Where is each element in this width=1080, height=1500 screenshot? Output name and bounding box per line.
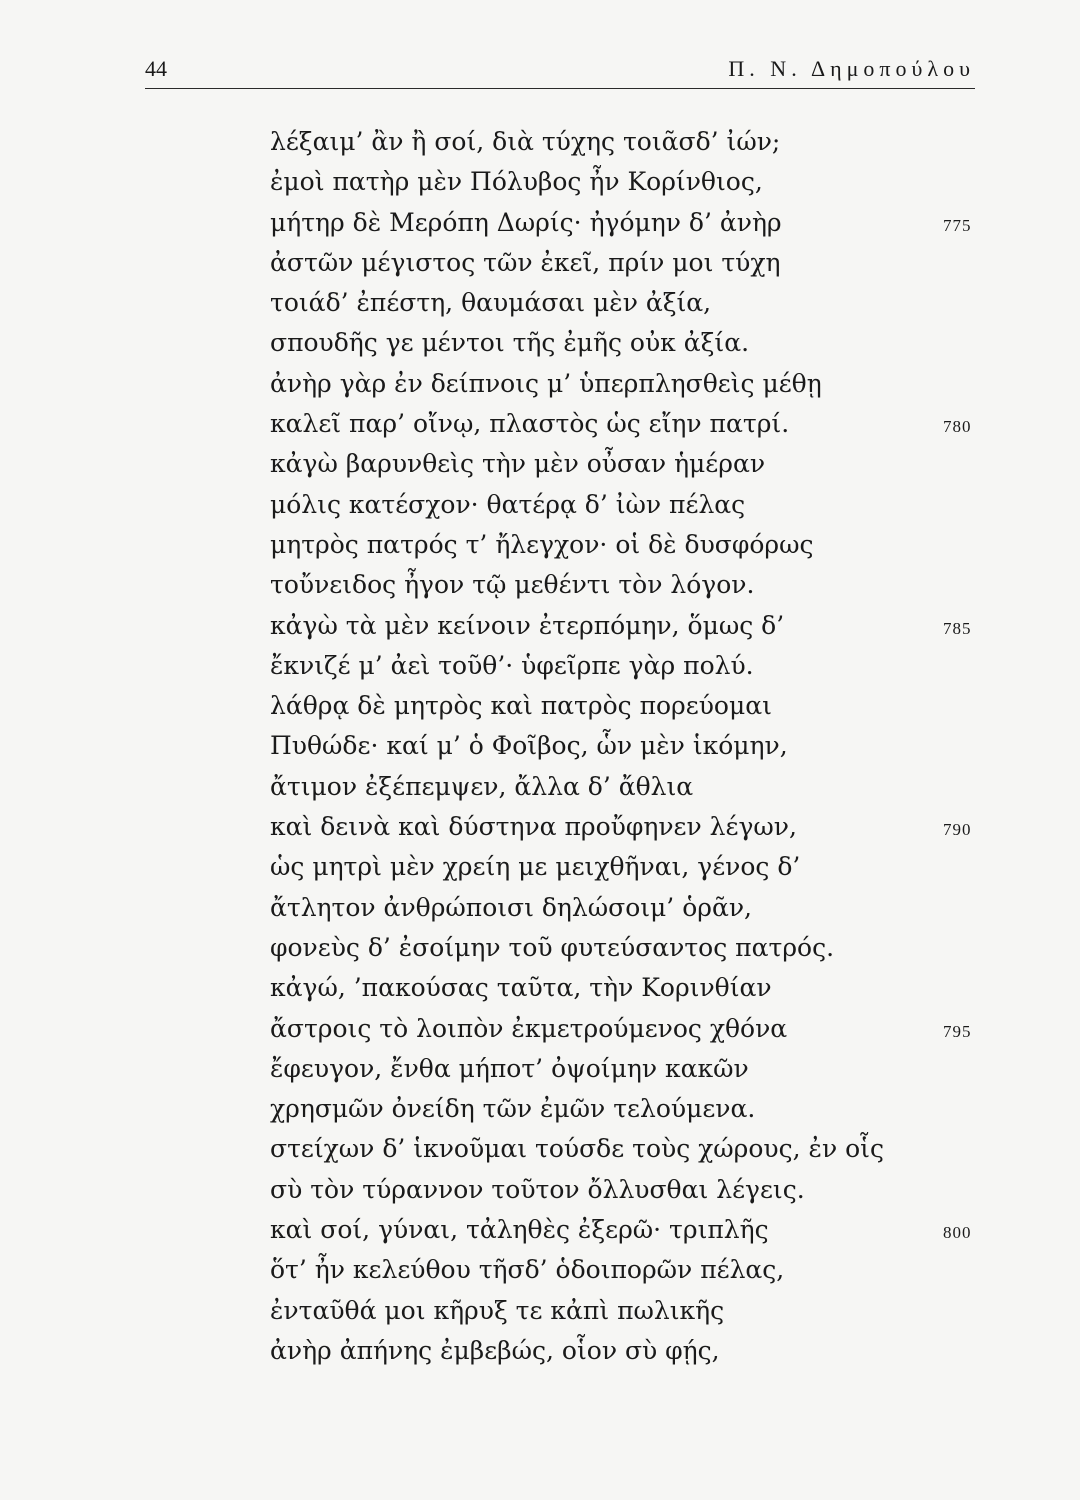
verse-text: ἄστροις τὸ λοιπὸν ἐκμετρούμενος χθόνα: [270, 1013, 788, 1043]
line-number: 790: [943, 820, 972, 840]
header-rule: [145, 88, 975, 89]
verse-line: [270, 1170, 970, 1210]
verse-text: φονεὺς δ’ ἐσοίμην τοῦ φυτεύσαντος πατρός.: [270, 932, 835, 962]
verse-text: ἀνὴρ γὰρ ἐν δείπνοις μ’ ὑπερπλησθεὶς μέθῃ: [270, 368, 822, 398]
verse-line: [270, 1210, 970, 1250]
verse-line: [270, 243, 970, 283]
verse-line: [270, 323, 970, 363]
verse-line: [270, 485, 970, 525]
verse-line: [270, 646, 970, 686]
verse-line: [270, 1049, 970, 1089]
verse-line: [270, 1291, 970, 1331]
verse-line: [270, 1129, 970, 1169]
line-number: 785: [943, 618, 972, 638]
verse-line: [270, 444, 970, 484]
verse-line: [270, 847, 970, 887]
verse-line: [270, 767, 970, 807]
verse-text: ὅτ’ ἦν κελεύθου τῆσδ’ ὁδοιπορῶν πέλας,: [270, 1255, 785, 1285]
verse-block: [270, 122, 970, 1371]
verse-text: στείχων δ’ ἱκνοῦμαι τούσδε τοὺς χώρους, ἐν οἷς: [270, 1134, 884, 1164]
verse-text: κἀγὼ τὰ μὲν κείνοιν ἐτερπόμην, ὅμως δ’: [270, 610, 785, 640]
running-head: [145, 56, 975, 86]
verse-text: ἔκνιζέ μ’ ἀεὶ τοῦθ’· ὑφεῖρπε γὰρ πολύ.: [270, 650, 754, 680]
verse-text: καὶ σοί, γύναι, τἀληθὲς ἐξερῶ· τριπλῆς: [270, 1215, 769, 1245]
verse-line: [270, 968, 970, 1008]
line-number: 775: [943, 215, 972, 235]
verse-text: μητρὸς πατρός τ’ ἤλεγχον· οἱ δὲ δυσφόρως: [270, 529, 814, 559]
verse-line: [270, 888, 970, 928]
verse-text: ἐνταῦθά μοι κῆρυξ τε κἀπὶ πωλικῆς: [270, 1295, 725, 1325]
verse-text: λέξαιμ’ ἂν ἢ σοί, διὰ τύχης τοιᾶσδ’ ἰών;: [270, 127, 781, 156]
verse-text: χρησμῶν ὀνείδη τῶν ἐμῶν τελούμενα.: [270, 1094, 756, 1124]
verse-line: [270, 928, 970, 968]
verse-line: [270, 283, 970, 323]
verse-text: ἐμοὶ πατὴρ μὲν Πόλυβος ἦν Κορίνθιος,: [270, 167, 763, 197]
verse-text: ἄτλητον ἀνθρώποισι δηλώσοιμ’ ὁρᾶν,: [270, 892, 752, 922]
verse-line: [270, 565, 970, 605]
verse-line: [270, 1331, 970, 1371]
line-number: 795: [943, 1021, 972, 1041]
verse-text: Πυθώδε· καί μ’ ὁ Φοῖβος, ὧν μὲν ἱκόμην,: [270, 731, 788, 761]
verse-line: [270, 122, 970, 162]
verse-text: ἔφευγον, ἔνθα μήποτ’ ὀψοίμην κακῶν: [270, 1053, 749, 1083]
verse-text: ἀστῶν μέγιστος τῶν ἐκεῖ, πρίν μοι τύχη: [270, 247, 781, 277]
verse-text: λάθρᾳ δὲ μητρὸς καὶ πατρὸς πορεύομαι: [270, 691, 772, 721]
verse-text: καλεῖ παρ’ οἴνῳ, πλαστὸς ὡς εἴην πατρί.: [270, 409, 790, 439]
verse-line: [270, 404, 970, 444]
page-number: 44: [145, 56, 167, 81]
verse-text: ἄτιμον ἐξέπεμψεν, ἄλλα δ’ ἄθλια: [270, 771, 694, 801]
author-header: Π. Ν. Δημοπούλου: [728, 56, 975, 81]
verse-line: [270, 162, 970, 202]
verse-text: σπουδῆς γε μέντοι τῆς ἐμῆς οὐκ ἀξία.: [270, 328, 750, 358]
verse-text: σὺ τὸν τύραννον τοῦτον ὄλλυσθαι λέγεις.: [270, 1174, 805, 1204]
verse-text: μόλις κατέσχον· θατέρᾳ δ’ ἰὼν πέλας: [270, 489, 746, 519]
verse-line: [270, 807, 970, 847]
verse-line: [270, 1089, 970, 1129]
verse-line: [270, 1250, 970, 1290]
verse-text: τοὔνειδος ἦγον τῷ μεθέντι τὸν λόγον.: [270, 570, 755, 600]
verse-text: καὶ δεινὰ καὶ δύστηνα προὔφηνεν λέγων,: [270, 812, 797, 842]
verse-line: [270, 606, 970, 646]
verse-line: [270, 525, 970, 565]
verse-text: μήτηρ δὲ Μερόπη Δωρίς· ἠγόμην δ’ ἀνὴρ: [270, 207, 782, 237]
verse-line: [270, 203, 970, 243]
verse-line: [270, 1009, 970, 1049]
verse-text: ὡς μητρὶ μὲν χρείη με μειχθῆναι, γένος δ’: [270, 852, 801, 882]
verse-text: κἀγώ, ’πακούσας ταῦτα, τὴν Κορινθίαν: [270, 973, 772, 1003]
verse-text: κἀγὼ βαρυνθεὶς τὴν μὲν οὖσαν ἡμέραν: [270, 449, 766, 479]
verse-text: ἀνὴρ ἀπήνης ἐμβεβώς, οἷον σὺ φῄς,: [270, 1335, 720, 1365]
line-number: 780: [943, 417, 972, 437]
verse-line: [270, 364, 970, 404]
verse-line: [270, 726, 970, 766]
verse-line: [270, 686, 970, 726]
verse-text: τοιάδ’ ἐπέστη, θαυμάσαι μὲν ἀξία,: [270, 288, 712, 318]
line-number: 800: [943, 1223, 972, 1243]
